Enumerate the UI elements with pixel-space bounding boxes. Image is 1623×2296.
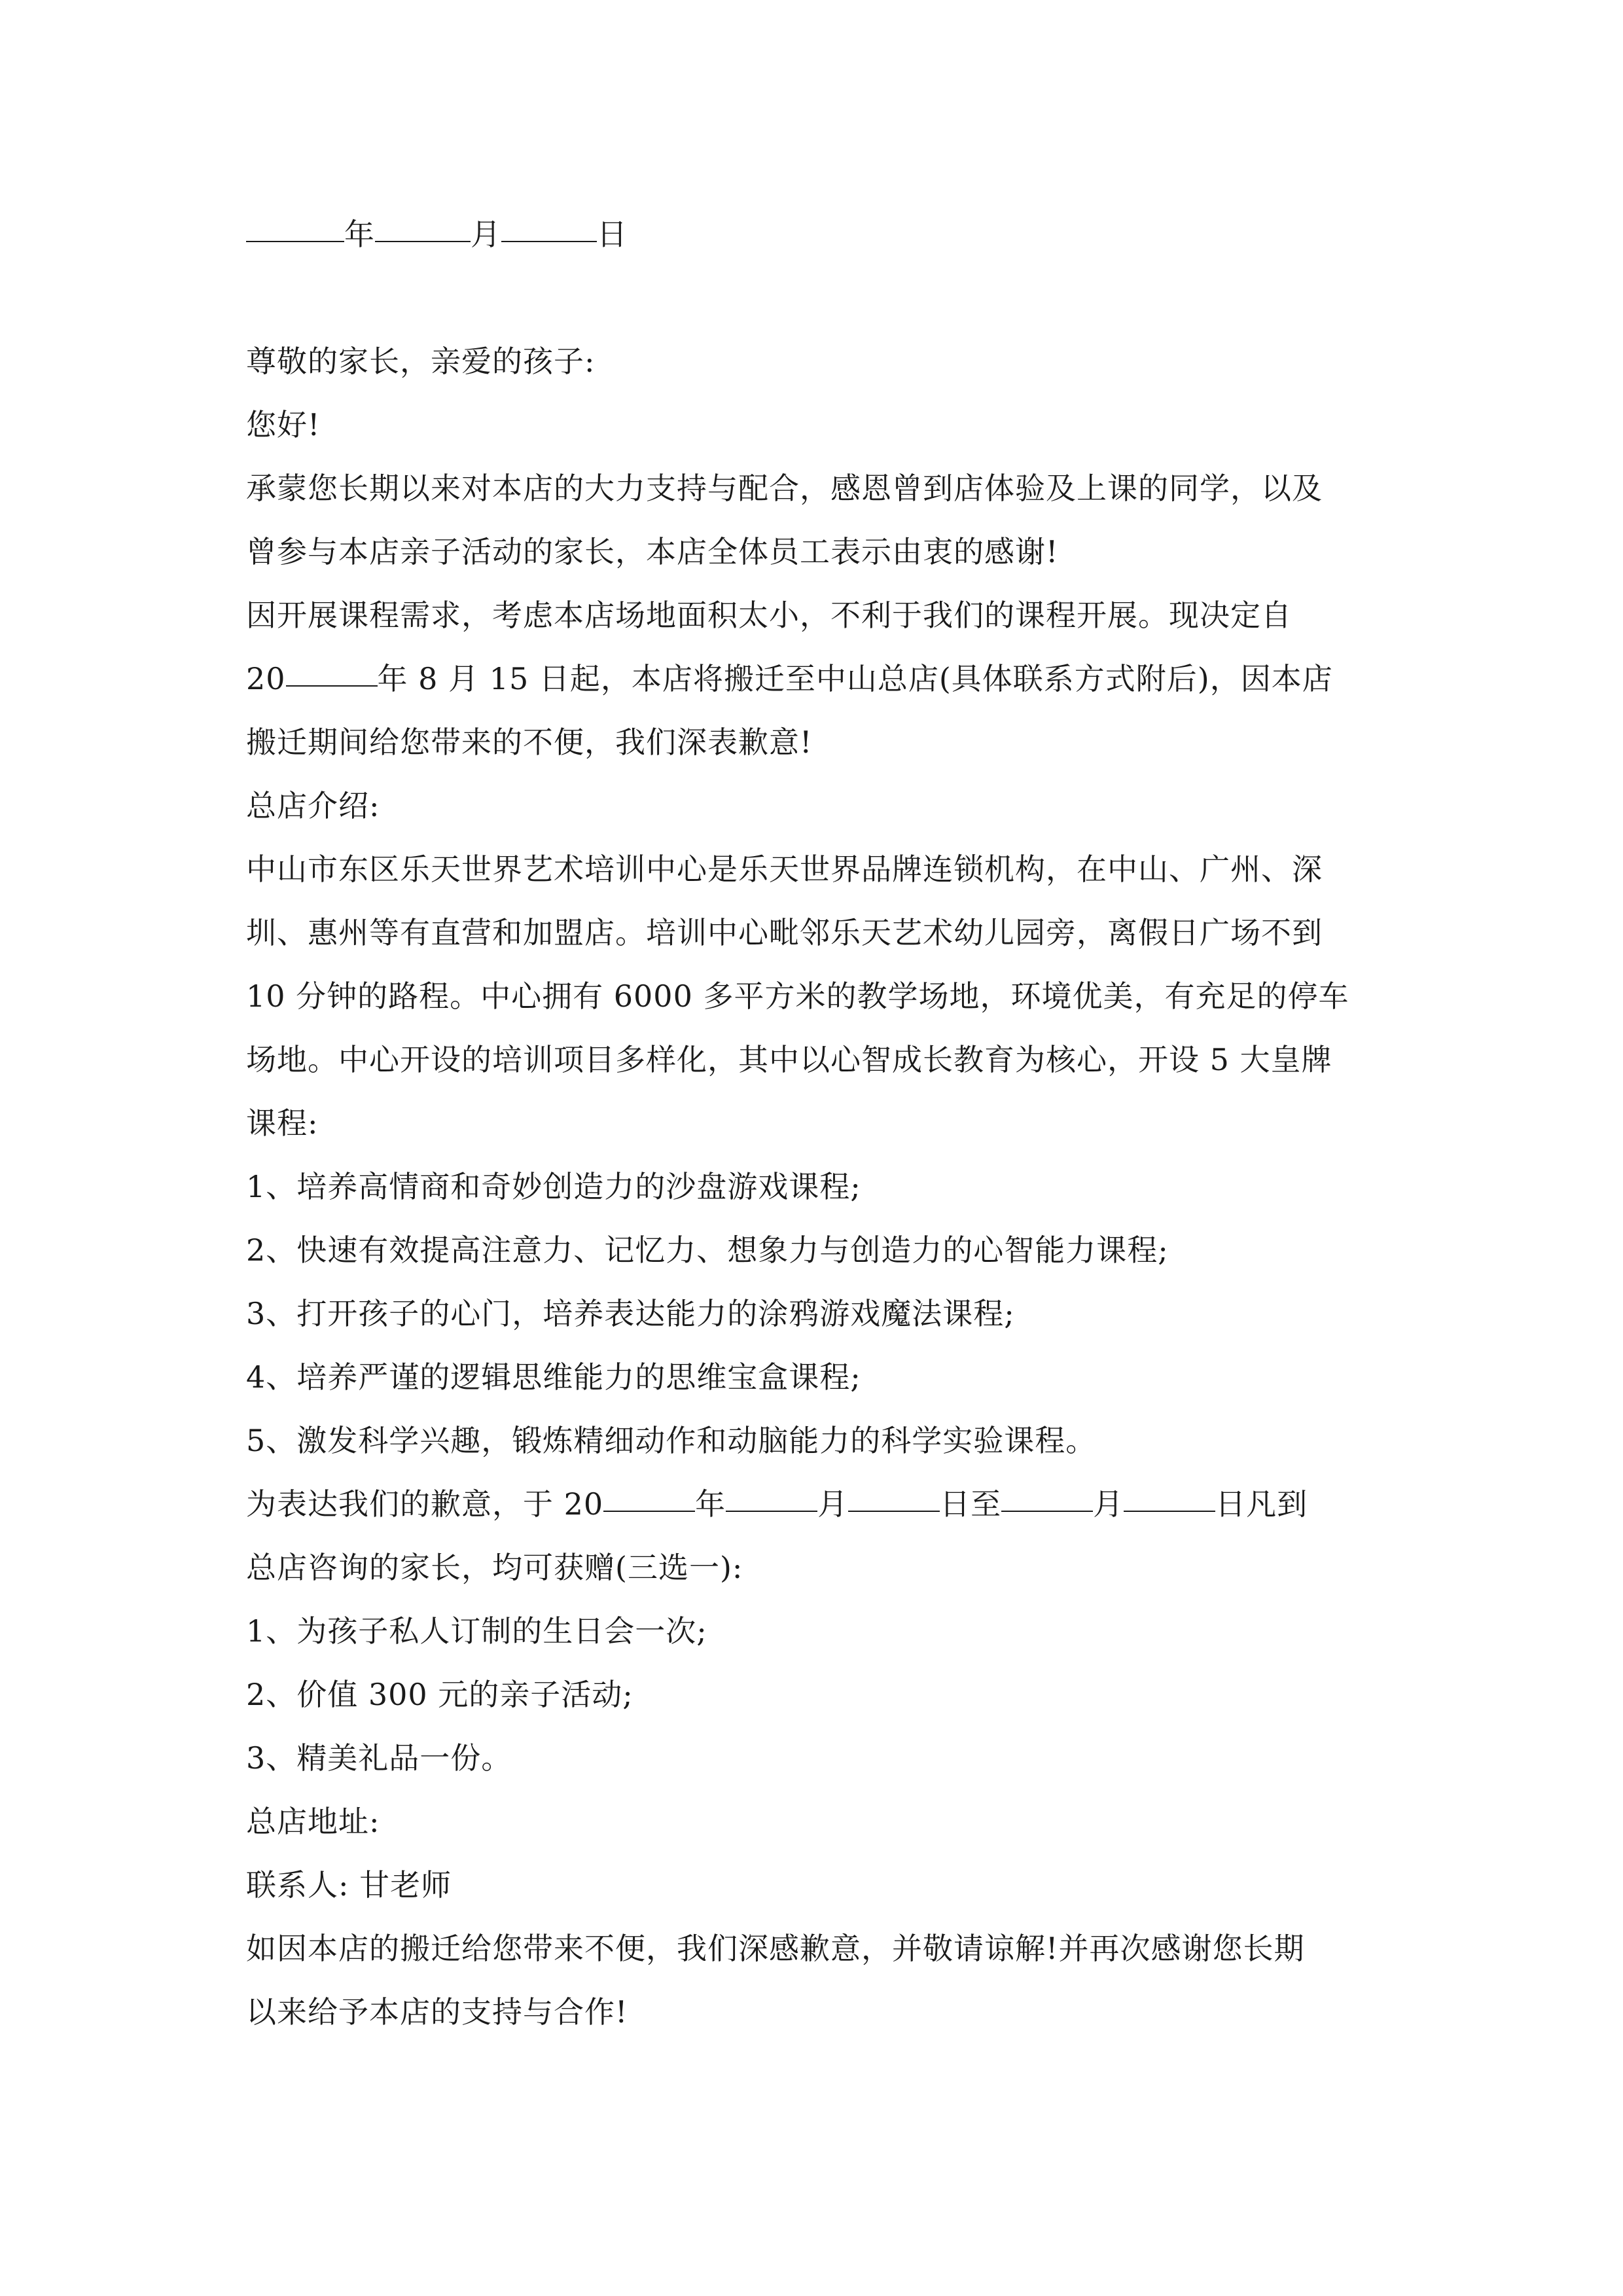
offer-date-line	[246, 1473, 1382, 1536]
paragraph-line: 课程:	[246, 1105, 319, 1141]
day-label: 日	[597, 217, 628, 252]
year-prefix: 20	[246, 661, 286, 696]
salutation: 尊敬的家长，亲爱的孩子:	[246, 344, 596, 379]
offer-year-label: 年	[695, 1486, 726, 1522]
offer-day-blank	[848, 1473, 940, 1512]
offer-prefix: 为表达我们的歉意，于 20	[246, 1486, 604, 1522]
year-label: 年	[344, 217, 375, 252]
paragraph-line: 曾参与本店亲子活动的家长，本店全体员工表示由衷的感谢!	[246, 534, 1059, 569]
month-label: 月	[471, 217, 501, 252]
offer-month2-label: 月	[1093, 1486, 1124, 1522]
paragraph-line: 总店咨询的家长，均可获赠(三选一):	[246, 1550, 743, 1585]
notice-body	[246, 203, 1382, 2044]
greeting: 您好!	[246, 407, 321, 442]
gift-item: 2、价值 300 元的亲子活动;	[246, 1677, 633, 1712]
month-blank	[375, 203, 471, 242]
paragraph-line: 以来给予本店的支持与合作!	[246, 1994, 628, 2030]
course-item: 4、培养严谨的逻辑思维能力的思维宝盒课程;	[246, 1359, 861, 1395]
paragraph-line: 搬迁期间给您带来的不便，我们深表歉意!	[246, 725, 813, 760]
date-line	[246, 203, 1382, 266]
course-item: 3、打开孩子的心门，培养表达能力的涂鸦游戏魔法课程;	[246, 1296, 1015, 1331]
hq-intro-heading: 总店介绍:	[246, 788, 380, 823]
course-item: 1、培养高情商和奇妙创造力的沙盘游戏课程;	[246, 1169, 861, 1204]
offer-month-label: 月	[817, 1486, 849, 1522]
paragraph-line: 如因本店的搬迁给您带来不便，我们深感歉意，并敬请谅解!并再次感谢您长期	[246, 1931, 1305, 1966]
offer-day2-blank	[1124, 1473, 1215, 1512]
year-blank	[246, 203, 344, 242]
paragraph-line: 承蒙您长期以来对本店的大力支持与配合，感恩曾到店体验及上课的同学，以及	[246, 471, 1323, 506]
gift-item: 3、精美礼品一份。	[246, 1740, 512, 1776]
offer-year-blank	[603, 1473, 695, 1512]
offer-suffix: 日凡到	[1215, 1486, 1308, 1522]
offer-month-blank	[726, 1473, 817, 1512]
spacer	[246, 266, 1382, 330]
paragraph-line: 因开展课程需求，考虑本店场地面积太小，不利于我们的课程开展。现决定自	[246, 598, 1292, 633]
course-item: 2、快速有效提高注意力、记忆力、想象力与创造力的心智能力课程;	[246, 1232, 1169, 1268]
offer-day-to-label: 日至	[940, 1486, 1002, 1522]
contact-line: 联系人: 甘老师	[246, 1867, 452, 1903]
paragraph-line: 中山市东区乐天世界艺术培训中心是乐天世界品牌连锁机构，在中山、广州、深	[246, 852, 1323, 887]
relocation-year-blank	[286, 647, 378, 687]
address-label: 总店地址:	[246, 1804, 380, 1839]
paragraph-line: 场地。中心开设的培训项目多样化，其中以心智成长教育为核心，开设 5 大皇牌	[246, 1042, 1332, 1077]
paragraph-line: 10 分钟的路程。中心拥有 6000 多平方米的教学场地，环境优美，有充足的停车	[246, 978, 1349, 1014]
relocation-date-line	[246, 647, 1382, 711]
paragraph-line: 圳、惠州等有直营和加盟店。培训中心毗邻乐天艺术幼儿园旁，离假日广场不到	[246, 915, 1323, 950]
relocation-date-text: 年 8 月 15 日起，本店将搬迁至中山总店(具体联系方式附后)，因本店	[377, 661, 1333, 696]
day-blank	[501, 203, 597, 242]
offer-month2-blank	[1001, 1473, 1093, 1512]
gift-item: 1、为孩子私人订制的生日会一次;	[246, 1613, 707, 1649]
course-item: 5、激发科学兴趣，锻炼精细动作和动脑能力的科学实验课程。	[246, 1423, 1097, 1458]
